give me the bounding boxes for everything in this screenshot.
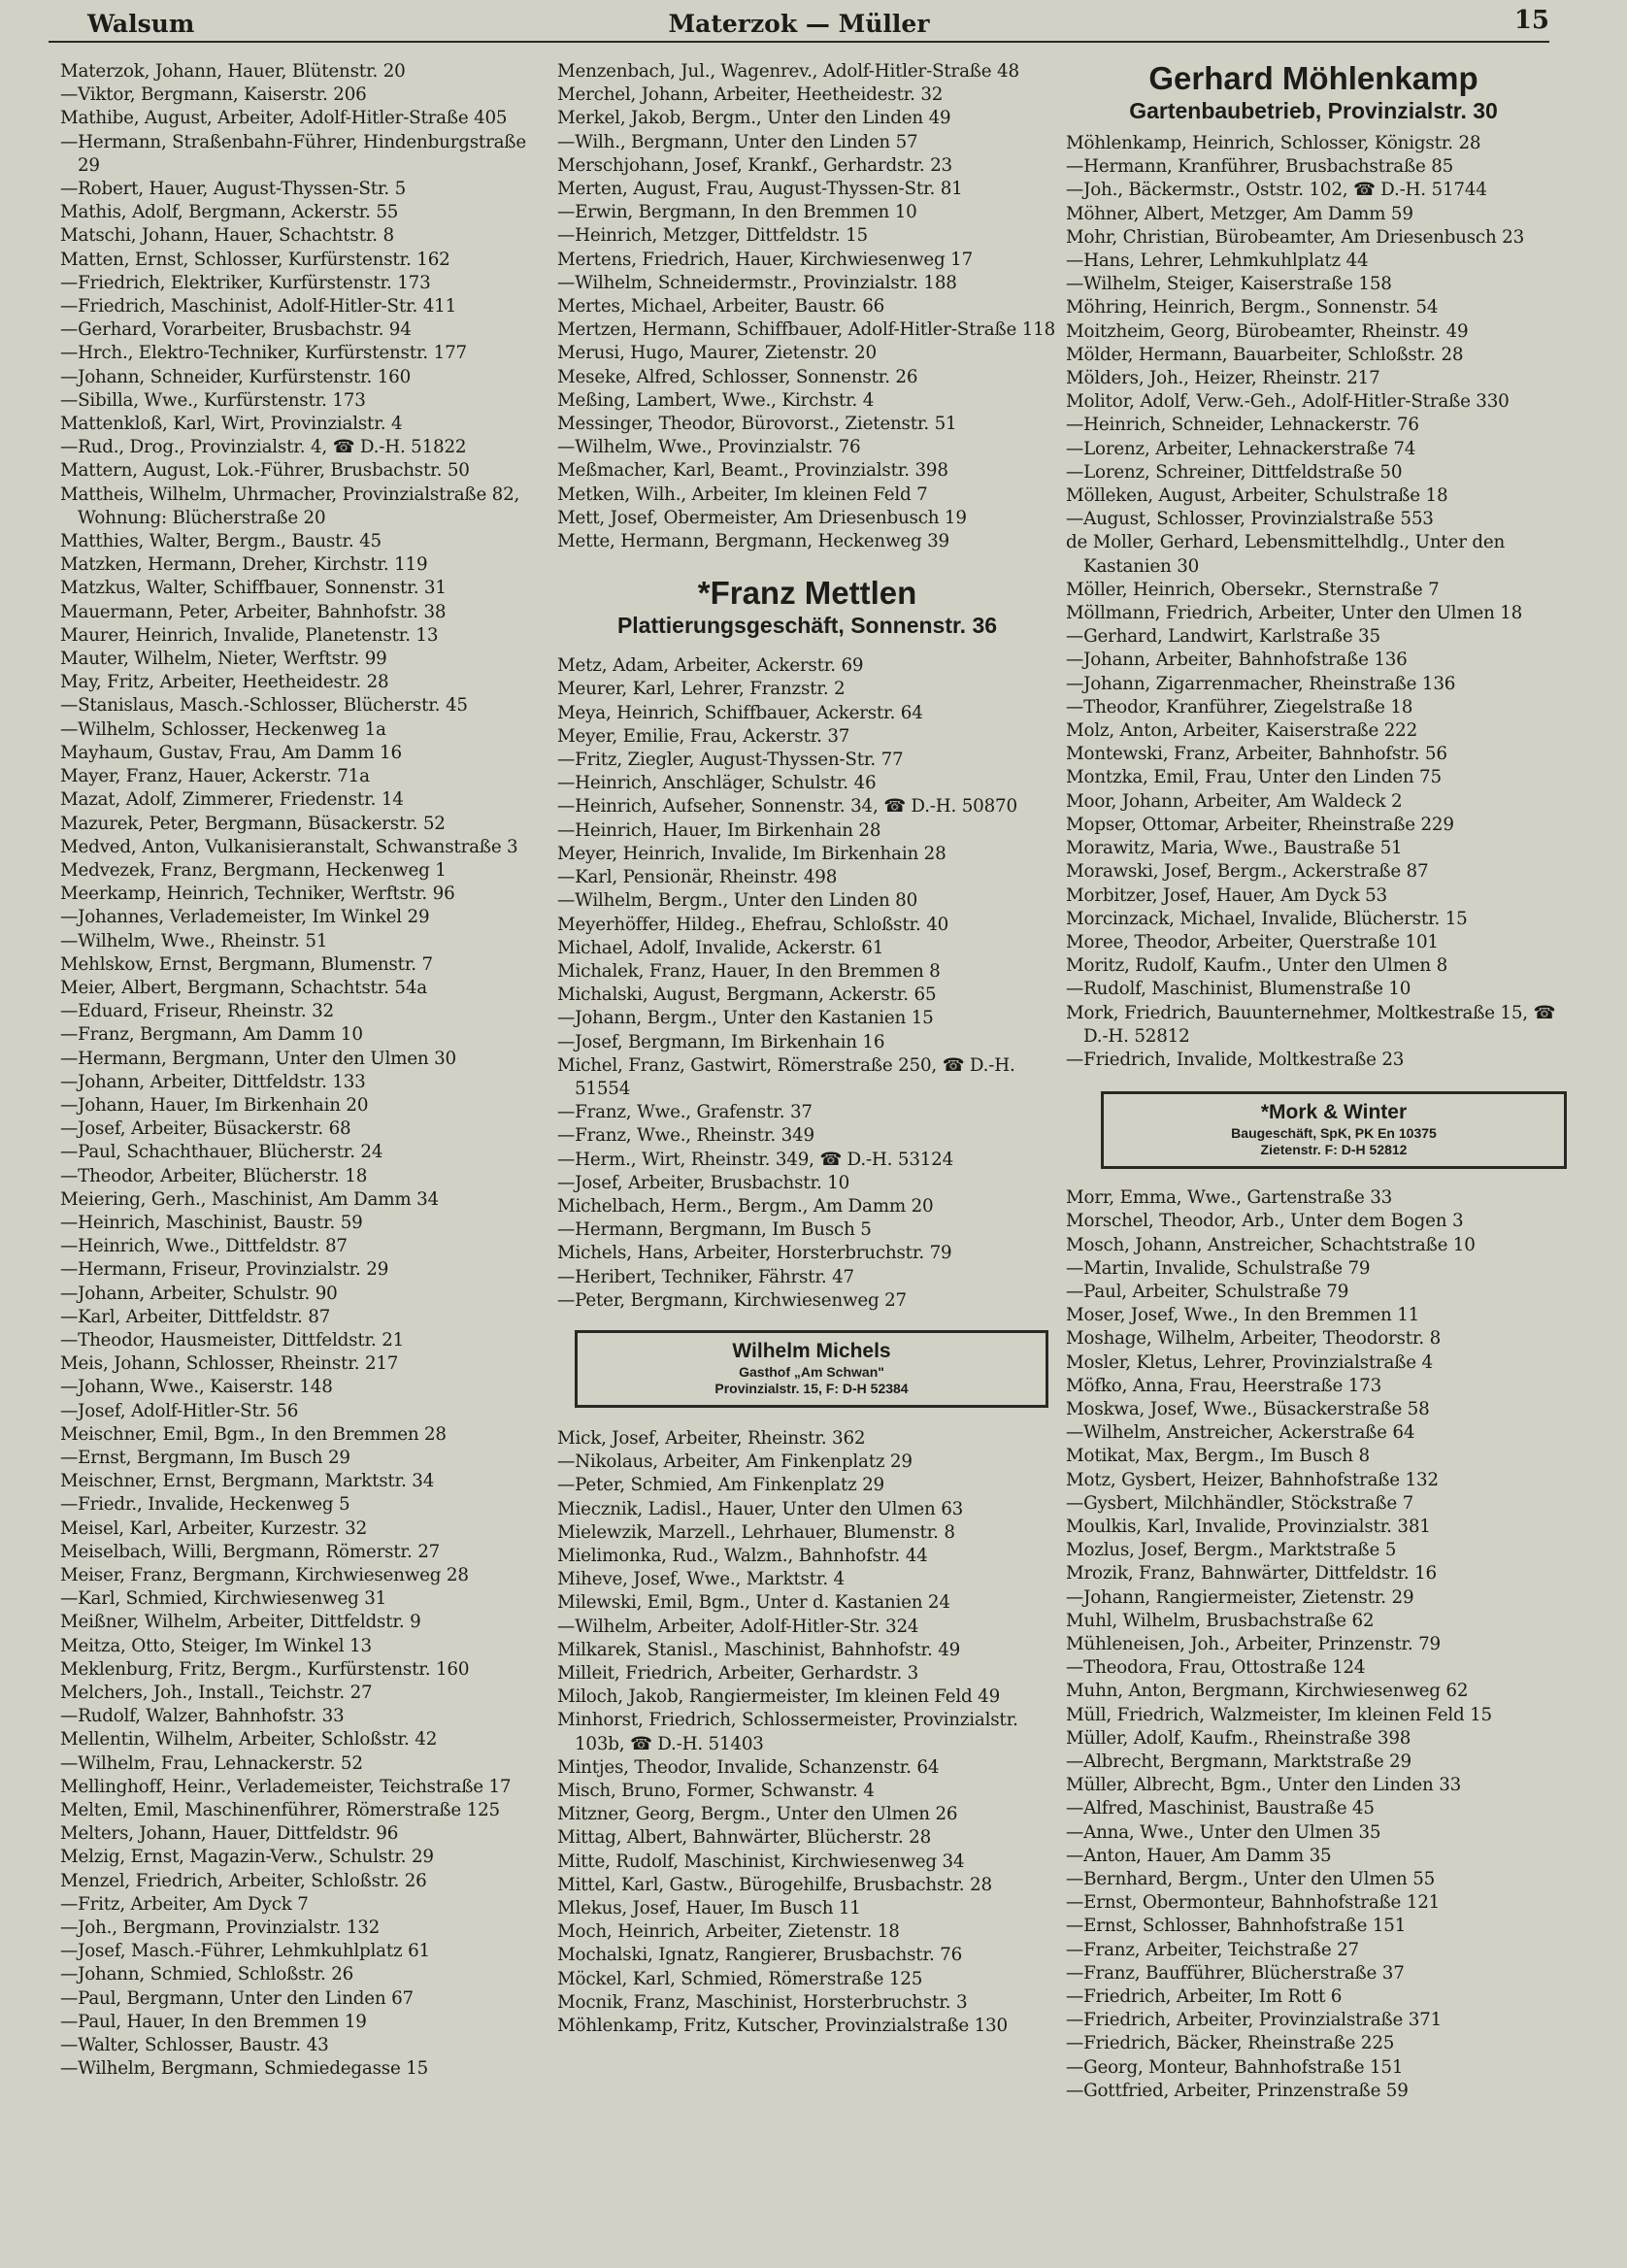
directory-entry: —Franz, Wwe., Rheinstr. 349: [557, 1125, 814, 1147]
directory-entry: —Heinrich, Maschinist, Baustr. 59: [60, 1212, 363, 1233]
directory-entry: —Rudolf, Maschinist, Blumenstraße 10: [1066, 979, 1411, 1000]
advert-line: Gartenbaubetrieb, Provinzialstr. 30: [1129, 98, 1498, 123]
directory-entry: —Hans, Lehrer, Lehmkuhlplatz 44: [1066, 250, 1369, 272]
directory-entry: Mölders, Joh., Heizer, Rheinstr. 217: [1066, 368, 1380, 389]
directory-entry: Metken, Wilh., Arbeiter, Im kleinen Feld 7: [557, 484, 928, 505]
directory-entry: Michalski, August, Bergmann, Ackerstr. 65: [557, 984, 937, 1006]
column-1: [60, 60, 549, 2081]
directory-entry: Mühleneisen, Joh., Arbeiter, Prinzenstr. 79: [1066, 1633, 1441, 1654]
directory-entry: Michel, Franz, Gastwirt, Römerstraße 250, ☎ D.-H. 51554: [557, 1054, 1015, 1099]
directory-entry: Mittag, Albert, Bahnwärter, Blücherstr. 28: [557, 1827, 932, 1849]
directory-entry: —Robert, Hauer, August-Thyssen-Str. 5: [60, 179, 407, 200]
directory-entry: —Sibilla, Wwe., Kurfürstenstr. 173: [60, 389, 366, 411]
directory-entry: Morawitz, Maria, Wwe., Baustraße 51: [1066, 838, 1403, 859]
directory-entry: —Johann, Arbeiter, Schulstr. 90: [60, 1283, 338, 1304]
directory-entry: Mocnik, Franz, Maschinist, Horsterbruchstr. 3: [557, 1991, 968, 2013]
directory-entry: —Gottfried, Arbeiter, Prinzenstraße 59: [1066, 2080, 1409, 2101]
directory-entry: —Theodor, Arbeiter, Blücherstr. 18: [60, 1165, 368, 1186]
directory-entry: —Johann, Arbeiter, Bahnhofstraße 136: [1066, 650, 1408, 671]
directory-entry: Merten, August, Frau, August-Thyssen-Str. 81: [557, 179, 963, 200]
directory-entry: —Gerhard, Landwirt, Karlstraße 35: [1066, 626, 1380, 648]
directory-entry: Mellinghoff, Heinr., Verlademeister, Teichstraße 17: [60, 1776, 512, 1797]
directory-entry: —Alfred, Maschinist, Baustraße 45: [1066, 1798, 1375, 1819]
directory-entry: Meyer, Heinrich, Invalide, Im Birkenhain 28: [557, 843, 946, 864]
directory-entry: Mazat, Adolf, Zimmerer, Friedenstr. 14: [60, 789, 404, 811]
directory-entry: Milleit, Friedrich, Arbeiter, Gerhardstr. 3: [557, 1662, 919, 1684]
directory-entry: Meischner, Emil, Bgm., In den Bremmen 28: [60, 1423, 447, 1445]
entry-list: [557, 654, 1057, 1313]
directory-entry: —Ernst, Schlosser, Bahnhofstraße 151: [1066, 1916, 1407, 1937]
directory-entry: —Josef, Arbeiter, Büsackerstr. 68: [60, 1118, 351, 1140]
directory-entry: Merschjohann, Josef, Krankf., Gerhardstr. 23: [557, 154, 952, 176]
directory-entry: Montewski, Franz, Arbeiter, Bahnhofstr. 56: [1066, 744, 1447, 765]
directory-entry: Mathibe, August, Arbeiter, Adolf-Hitler-Straße 405: [60, 108, 508, 129]
directory-entry: —Hrch., Elektro-Techniker, Kurfürstenstr. 177: [60, 343, 467, 364]
directory-entry: —Heribert, Techniker, Fährstr. 47: [557, 1266, 854, 1287]
directory-entry: —Wilhelm, Schneidermstr., Provinzialstr. 188: [557, 272, 957, 293]
page-header: [49, 6, 1549, 43]
directory-entry: Motikat, Max, Bergm., Im Busch 8: [1066, 1446, 1370, 1467]
directory-entry: —Franz, Wwe., Grafenstr. 37: [557, 1102, 813, 1123]
directory-entry: —Paul, Hauer, In den Bremmen 19: [60, 2011, 367, 2032]
directory-entry: Merchel, Johann, Arbeiter, Heetheidestr. 32: [557, 84, 944, 106]
advert-line: Zietenstr. F: D-H 52812: [1260, 1142, 1408, 1158]
directory-entry: Meyer, Emilie, Frau, Ackerstr. 37: [557, 725, 850, 747]
advert-name: *Franz Mettlen: [697, 575, 917, 612]
directory-entry: Meya, Heinrich, Schiffbauer, Ackerstr. 64: [557, 702, 923, 723]
directory-entry: —Ernst, Bergmann, Im Busch 29: [60, 1447, 350, 1468]
directory-entry: —Karl, Arbeiter, Dittfeldstr. 87: [60, 1306, 331, 1327]
directory-entry: Mattenkloß, Karl, Wirt, Provinzialstr. 4: [60, 414, 403, 435]
directory-entry: Merkel, Jakob, Bergm., Unter den Linden 49: [557, 108, 951, 129]
directory-entry: Mayhaum, Gustav, Frau, Am Damm 16: [60, 742, 402, 763]
advert-franz-mettlen: [557, 575, 1057, 639]
directory-entry: Moree, Theodor, Arbeiter, Querstraße 101: [1066, 931, 1439, 952]
directory-entry: —Hermann, Friseur, Provinzialstr. 29: [60, 1259, 389, 1281]
directory-entry: —Wilhelm, Bergmann, Schmiedegasse 15: [60, 2058, 429, 2080]
directory-entry: Müll, Friedrich, Walzmeister, Im kleinen Feld 15: [1066, 1704, 1492, 1725]
advert-name: Gerhard Möhlenkamp: [1148, 60, 1478, 96]
directory-entry: Mölder, Hermann, Bauarbeiter, Schloßstr. 28: [1066, 344, 1464, 365]
directory-entry: —Theodora, Frau, Ottostraße 124: [1066, 1657, 1366, 1679]
directory-entry: —Wilhelm, Wwe., Provinzialstr. 76: [557, 437, 861, 458]
directory-entry: —Johann, Schneider, Kurfürstenstr. 160: [60, 366, 412, 387]
directory-entry: —Paul, Arbeiter, Schulstraße 79: [1066, 1281, 1349, 1302]
directory-entry: Müller, Adolf, Kaufm., Rheinstraße 398: [1066, 1727, 1411, 1749]
directory-entry: Mielimonka, Rud., Walzm., Bahnhofstr. 44: [557, 1545, 928, 1566]
directory-entry: Miheve, Josef, Wwe., Marktstr. 4: [557, 1569, 845, 1590]
directory-entry: Möllmann, Friedrich, Arbeiter, Unter den Ulmen 18: [1066, 603, 1523, 624]
entry-list: [1066, 132, 1561, 1072]
directory-entry: Meßmacher, Karl, Beamt., Provinzialstr. 398: [557, 460, 948, 482]
directory-entry: Michels, Hans, Arbeiter, Horsterbruchstr. 79: [557, 1243, 952, 1264]
directory-entry: —Wilhelm, Arbeiter, Adolf-Hitler-Str. 324: [557, 1616, 919, 1637]
directory-entry: Mertes, Michael, Arbeiter, Baustr. 66: [557, 296, 885, 317]
directory-entry: Meiering, Gerh., Maschinist, Am Damm 34: [60, 1188, 439, 1210]
directory-entry: Meklenburg, Fritz, Bergm., Kurfürstenstr. 160: [60, 1658, 470, 1680]
directory-entry: Metz, Adam, Arbeiter, Ackerstr. 69: [557, 655, 864, 677]
directory-entry: Muhl, Wilhelm, Brusbachstraße 62: [1066, 1610, 1375, 1631]
directory-entry: —Joh., Bergmann, Provinzialstr. 132: [60, 1918, 381, 1939]
directory-entry: Montzka, Emil, Frau, Unter den Linden 75: [1066, 767, 1442, 788]
advert-name: *Mork & Winter: [1260, 1101, 1408, 1124]
directory-entry: Menzenbach, Jul., Wagenrev., Adolf-Hitler-Straße 48: [557, 61, 1019, 82]
directory-entry: Morawski, Josef, Bergm., Ackerstraße 87: [1066, 861, 1429, 883]
directory-entry: —Johann, Rangiermeister, Zietenstr. 29: [1066, 1586, 1414, 1608]
directory-entry: —Wilhelm, Schlosser, Heckenweg 1a: [60, 718, 386, 740]
directory-entry: Mathis, Adolf, Bergmann, Ackerstr. 55: [60, 202, 399, 223]
directory-entry: Möhring, Heinrich, Bergm., Sonnenstr. 54: [1066, 297, 1439, 318]
directory-entry: Mellentin, Wilhelm, Arbeiter, Schloßstr. 42: [60, 1729, 438, 1751]
directory-entry: —Hermann, Bergmann, Im Busch 5: [557, 1219, 872, 1241]
directory-entry: Meiser, Franz, Bergmann, Kirchwiesenweg 28: [60, 1565, 469, 1585]
directory-entry: Moser, Josef, Wwe., In den Bremmen 11: [1066, 1305, 1420, 1326]
directory-entry: —Viktor, Bergmann, Kaiserstr. 206: [60, 84, 367, 106]
directory-entry: —Anna, Wwe., Unter den Ulmen 35: [1066, 1821, 1381, 1843]
directory-entry: Mette, Hermann, Bergmann, Heckenweg 39: [557, 531, 949, 552]
directory-entry: Melten, Emil, Maschinenführer, Römerstraße 125: [60, 1800, 500, 1821]
advert-gerhard-moehlenkamp: [1066, 60, 1561, 124]
directory-entry: Mozlus, Josef, Bergm., Marktstraße 5: [1066, 1540, 1397, 1561]
directory-entry: Messinger, Theodor, Bürovorst., Zietenstr. 51: [557, 414, 957, 435]
directory-entry: Mertzen, Hermann, Schiffbauer, Adolf-Hitler-Straße 118: [557, 319, 1056, 341]
entry-list: [60, 60, 549, 2081]
directory-entry: Meiselbach, Willi, Bergmann, Römerstr. 27: [60, 1541, 441, 1562]
directory-entry: Mazurek, Peter, Bergmann, Büsackerstr. 52: [60, 813, 446, 834]
directory-entry: Medved, Anton, Vulkanisieranstalt, Schwanstraße 3: [60, 836, 518, 857]
directory-entry: —Bernhard, Bergm., Unter den Ulmen 55: [1066, 1869, 1436, 1890]
directory-entry: —Johann, Arbeiter, Dittfeldstr. 133: [60, 1071, 366, 1092]
directory-entry: Matzkus, Walter, Schiffbauer, Sonnenstr. 31: [60, 578, 447, 599]
directory-entry: Möckel, Karl, Schmied, Römerstraße 125: [557, 1968, 923, 1989]
directory-entry: —Georg, Monteur, Bahnhofstraße 151: [1066, 2056, 1404, 2078]
directory-entry: Moch, Heinrich, Arbeiter, Zietenstr. 18: [557, 1921, 900, 1943]
directory-entry: —Friedrich, Elektriker, Kurfürstenstr. 173: [60, 272, 431, 293]
directory-entry: Moshage, Wilhelm, Arbeiter, Theodorstr. 8: [1066, 1328, 1442, 1350]
directory-entry: Mattern, August, Lok.-Führer, Brusbachstr. 50: [60, 460, 470, 482]
directory-entry: —Paul, Bergmann, Unter den Linden 67: [60, 1987, 414, 2009]
directory-entry: —Stanislaus, Masch.-Schlosser, Blücherstr. 45: [60, 695, 468, 717]
directory-entry: Mopser, Ottomar, Arbeiter, Rheinstraße 229: [1066, 814, 1454, 835]
directory-entry: May, Fritz, Arbeiter, Heetheidestr. 28: [60, 672, 389, 693]
advert-line: Plattierungsgeschäft, Sonnenstr. 36: [616, 613, 998, 639]
directory-entry: —Hermann, Kranführer, Brusbachstraße 85: [1066, 156, 1454, 178]
directory-entry: Materzok, Johann, Hauer, Blütenstr. 20: [60, 61, 406, 82]
directory-entry: —Gysbert, Milchhändler, Stöckstraße 7: [1066, 1492, 1414, 1514]
directory-entry: —Wilhelm, Anstreicher, Ackerstraße 64: [1066, 1422, 1415, 1444]
directory-entry: Mielewzik, Marzell., Lehrhauer, Blumenstr. 8: [557, 1521, 955, 1543]
entry-list: [557, 60, 1057, 553]
directory-entry: —Ernst, Obermonteur, Bahnhofstraße 121: [1066, 1892, 1441, 1914]
directory-entry: —Rudolf, Walzer, Bahnhofstr. 33: [60, 1706, 345, 1727]
directory-entry: Mitzner, Georg, Bergm., Unter den Ulmen 26: [557, 1804, 958, 1825]
directory-entry: —Johann, Zigarrenmacher, Rheinstraße 136: [1066, 673, 1456, 694]
directory-entry: —Johann, Hauer, Im Birkenhain 20: [60, 1094, 369, 1116]
directory-entry: Miloch, Jakob, Rangiermeister, Im kleinen Feld 49: [557, 1686, 1001, 1708]
directory-entry: Mohr, Christian, Bürobeamter, Am Driesenbusch 23: [1066, 226, 1525, 248]
directory-entry: Milkarek, Stanisl., Maschinist, Bahnhofstr. 49: [557, 1639, 961, 1660]
directory-entry: Menzel, Friedrich, Arbeiter, Schloßstr. 26: [60, 1870, 427, 1891]
directory-entry: —Hermann, Straßenbahn-Führer, Hindenburgstraße 29: [60, 131, 526, 176]
directory-entry: Meseke, Alfred, Schlosser, Sonnenstr. 26: [557, 366, 918, 387]
directory-entry: Melchers, Joh., Install., Teichstr. 27: [60, 1683, 373, 1704]
directory-entry: —Paul, Schachthauer, Blücherstr. 24: [60, 1142, 383, 1163]
directory-entry: Mauter, Wilhelm, Nieter, Werftstr. 99: [60, 649, 387, 670]
directory-entry: —Heinrich, Anschläger, Schulstr. 46: [557, 773, 877, 794]
directory-entry: —Heinrich, Metzger, Dittfeldstr. 15: [557, 225, 868, 247]
directory-entry: Molz, Anton, Arbeiter, Kaiserstraße 222: [1066, 720, 1418, 742]
directory-entry: Mölleken, August, Arbeiter, Schulstraße 18: [1066, 485, 1448, 507]
directory-entry: Merusi, Hugo, Maurer, Zietenstr. 20: [557, 343, 877, 364]
directory-entry: —Heinrich, Aufseher, Sonnenstr. 34, ☎ D.-H. 50870: [557, 796, 1017, 817]
directory-entry: —Johann, Wwe., Kaiserstr. 148: [60, 1377, 333, 1398]
directory-entry: Morschel, Theodor, Arb., Unter dem Bogen 3: [1066, 1211, 1464, 1232]
directory-entry: —Heinrich, Schneider, Lehnackerstr. 76: [1066, 415, 1419, 436]
directory-entry: —Heinrich, Hauer, Im Birkenhain 28: [557, 819, 881, 841]
column-3: [1066, 60, 1561, 2103]
directory-entry: —Gerhard, Vorarbeiter, Brusbachstr. 94: [60, 319, 412, 341]
advert-line: Provinzialstr. 15, F: D-H 52384: [714, 1380, 909, 1396]
directory-entry: Mattheis, Wilhelm, Uhrmacher, Provinzialstraße 82, Wohnung: Blücherstraße 20: [60, 484, 520, 528]
directory-entry: —Albrecht, Bergmann, Marktstraße 29: [1066, 1751, 1411, 1772]
directory-entry: —Hermann, Bergmann, Unter den Ulmen 30: [60, 1048, 456, 1069]
directory-entry: —Martin, Invalide, Schulstraße 79: [1066, 1257, 1371, 1279]
directory-entry: Misch, Bruno, Former, Schwanstr. 4: [557, 1781, 875, 1801]
directory-entry: Minhorst, Friedrich, Schlossermeister, Provinzialstr. 103b, ☎ D.-H. 51403: [557, 1710, 1018, 1754]
directory-entry: Melters, Johann, Hauer, Dittfeldstr. 96: [60, 1823, 399, 1845]
directory-entry: —Karl, Pensionär, Rheinstr. 498: [557, 867, 838, 888]
directory-entry: —Nikolaus, Arbeiter, Am Finkenplatz 29: [557, 1451, 913, 1473]
directory-entry: —Fritz, Arbeiter, Am Dyck 7: [60, 1893, 309, 1915]
directory-entry: Mehlskow, Ernst, Bergmann, Blumenstr. 7: [60, 953, 433, 975]
advert-line: Gasthof „Am Schwan": [739, 1363, 884, 1380]
directory-entry: Mosler, Kletus, Lehrer, Provinzialstraße 4: [1066, 1351, 1433, 1373]
directory-entry: —Rud., Drog., Provinzialstr. 4, ☎ D.-H. 51822: [60, 437, 467, 458]
directory-entry: Möhner, Albert, Metzger, Am Damm 59: [1066, 203, 1413, 224]
advert-name: Wilhelm Michels: [732, 1339, 891, 1362]
directory-entry: Mayer, Franz, Hauer, Ackerstr. 71a: [60, 766, 370, 787]
directory-entry: —Eduard, Friseur, Rheinstr. 32: [60, 1001, 334, 1022]
directory-entry: Moritz, Rudolf, Kaufm., Unter den Ulmen 8: [1066, 955, 1448, 977]
directory-entry: —Wilhelm, Bergm., Unter den Linden 80: [557, 890, 918, 912]
directory-entry: —Friedrich, Arbeiter, Im Rott 6: [1066, 1986, 1343, 2008]
directory-entry: —Franz, Arbeiter, Teichstraße 27: [1066, 1939, 1359, 1960]
directory-entry: —Wilhelm, Steiger, Kaiserstraße 158: [1066, 274, 1392, 295]
directory-entry: —Wilhelm, Frau, Lehnackerstr. 52: [60, 1752, 363, 1774]
directory-entry: Miecznik, Ladisl., Hauer, Unter den Ulmen 63: [557, 1498, 964, 1519]
directory-entry: —Theodor, Hausmeister, Dittfeldstr. 21: [60, 1329, 405, 1351]
directory-entry: Morr, Emma, Wwe., Gartenstraße 33: [1066, 1187, 1393, 1209]
directory-entry: Möhlenkamp, Fritz, Kutscher, Provinzialstraße 130: [557, 2016, 1008, 2037]
directory-entry: —Johannes, Verlademeister, Im Winkel 29: [60, 907, 430, 928]
directory-entry: —Joh., Bäckermstr., Oststr. 102, ☎ D.-H. 51744: [1066, 180, 1487, 201]
directory-entry: —Friedrich, Invalide, Moltkestraße 23: [1066, 1049, 1405, 1070]
directory-entry: Moskwa, Josef, Wwe., Büsackerstraße 58: [1066, 1398, 1430, 1419]
directory-entry: Mosch, Johann, Anstreicher, Schachtstraße 10: [1066, 1234, 1476, 1255]
directory-entry: —Anton, Hauer, Am Damm 35: [1066, 1845, 1332, 1866]
directory-entry: Motz, Gysbert, Heizer, Bahnhofstraße 132: [1066, 1469, 1439, 1490]
directory-entry: —Walter, Schlosser, Baustr. 43: [60, 2035, 329, 2056]
directory-entry: —Fritz, Ziegler, August-Thyssen-Str. 77: [557, 750, 904, 771]
column-2: [557, 60, 1057, 2038]
directory-entry: Mochalski, Ignatz, Rangierer, Brusbachstr. 76: [557, 1945, 963, 1966]
directory-entry: Meisel, Karl, Arbeiter, Kurzestr. 32: [60, 1518, 368, 1539]
directory-entry: Mintjes, Theodor, Invalide, Schanzenstr. 64: [557, 1756, 940, 1778]
directory-entry: Meier, Albert, Bergmann, Schachtstr. 54a: [60, 977, 427, 998]
directory-entry: —Franz, Bergmann, Am Damm 10: [60, 1024, 363, 1046]
directory-entry: de Moller, Gerhard, Lebensmittelhdlg., Unter den Kastanien 30: [1066, 532, 1506, 577]
directory-entry: —Lorenz, Schreiner, Dittfeldstraße 50: [1066, 461, 1403, 483]
directory-entry: Morbitzer, Josef, Hauer, Am Dyck 53: [1066, 884, 1387, 906]
directory-entry: Mett, Josef, Obermeister, Am Driesenbusch 19: [557, 507, 967, 528]
directory-entry: Morcinzack, Michael, Invalide, Blücherstr. 15: [1066, 908, 1468, 929]
directory-entry: —Herm., Wirt, Rheinstr. 349, ☎ D.-H. 53124: [557, 1149, 954, 1170]
advert-wilhelm-michels: [575, 1330, 1048, 1408]
directory-entry: Medvezek, Franz, Bergmann, Heckenweg 1: [60, 859, 447, 881]
directory-entry: —August, Schlosser, Provinzialstraße 553: [1066, 509, 1434, 530]
directory-entry: Mick, Josef, Arbeiter, Rheinstr. 362: [557, 1427, 866, 1449]
directory-entry: —Friedr., Invalide, Heckenweg 5: [60, 1494, 350, 1516]
directory-entry: Möfko, Anna, Frau, Heerstraße 173: [1066, 1375, 1382, 1396]
entry-list: [1066, 1186, 1561, 2103]
directory-entry: Matten, Ernst, Schlosser, Kurfürstenstr. 162: [60, 249, 450, 270]
directory-entry: —Johann, Schmied, Schloßstr. 26: [60, 1964, 354, 1985]
directory-entry: —Friedrich, Maschinist, Adolf-Hitler-Str. 411: [60, 296, 457, 317]
directory-entry: Mork, Friedrich, Bauunternehmer, Moltkestraße 15, ☎ D.-H. 52812: [1066, 1002, 1556, 1047]
directory-entry: Meißner, Wilhelm, Arbeiter, Dittfeldstr. 9: [60, 1612, 421, 1633]
directory-entry: Meitza, Otto, Steiger, Im Winkel 13: [60, 1635, 372, 1656]
advert-mork-winter: [1101, 1091, 1567, 1169]
directory-entry: Moor, Johann, Arbeiter, Am Waldeck 2: [1066, 790, 1403, 812]
directory-entry: Matzken, Hermann, Dreher, Kirchstr. 119: [60, 554, 428, 576]
directory-entry: —Lorenz, Arbeiter, Lehnackerstraße 74: [1066, 438, 1416, 459]
directory-entry: Michael, Adolf, Invalide, Ackerstr. 61: [557, 937, 884, 958]
directory-entry: Melzig, Ernst, Magazin-Verw., Schulstr. 29: [60, 1847, 434, 1868]
directory-entry: Meischner, Ernst, Bergmann, Marktstr. 34: [60, 1471, 435, 1492]
directory-entry: Meis, Johann, Schlosser, Rheinstr. 217: [60, 1353, 399, 1375]
directory-entry: Matschi, Johann, Hauer, Schachtstr. 8: [60, 225, 394, 247]
directory-entry: Möhlenkamp, Heinrich, Schlosser, Königstr. 28: [1066, 133, 1481, 153]
directory-entry: Meyerhöffer, Hildeg., Ehefrau, Schloßstr. 40: [557, 914, 949, 935]
directory-entry: —Theodor, Kranführer, Ziegelstraße 18: [1066, 696, 1413, 717]
directory-entry: —Friedrich, Bäcker, Rheinstraße 225: [1066, 2033, 1395, 2054]
directory-entry: —Wilhelm, Wwe., Rheinstr. 51: [60, 930, 328, 951]
directory-entry: —Karl, Schmied, Kirchwiesenweg 31: [60, 1588, 387, 1610]
directory-entry: Mauermann, Peter, Arbeiter, Bahnhofstr. 38: [60, 601, 447, 622]
entry-list: [557, 1427, 1057, 2038]
directory-entry: Molitor, Adolf, Verw.-Geh., Adolf-Hitler-Straße 330: [1066, 391, 1510, 413]
directory-entry: Meerkamp, Heinrich, Techniker, Werftstr. 96: [60, 884, 455, 905]
directory-entry: Moulkis, Karl, Invalide, Provinzialstr. 381: [1066, 1516, 1431, 1537]
directory-entry: —Friedrich, Arbeiter, Provinzialstraße 371: [1066, 2010, 1443, 2031]
header-town: Walsum: [87, 10, 195, 38]
directory-entry: —Josef, Masch.-Führer, Lehmkuhlplatz 61: [60, 1941, 430, 1962]
directory-entry: —Josef, Arbeiter, Brusbachstr. 10: [557, 1172, 850, 1193]
directory-entry: Mittel, Karl, Gastw., Bürogehilfe, Brusbachstr. 28: [557, 1874, 992, 1895]
directory-entry: Meurer, Karl, Lehrer, Franzstr. 2: [557, 679, 846, 700]
directory-entry: Moitzheim, Georg, Bürobeamter, Rheinstr. 49: [1066, 320, 1469, 342]
directory-entry: Mitte, Rudolf, Maschinist, Kirchwiesenweg 34: [557, 1851, 965, 1872]
directory-entry: —Wilh., Bergmann, Unter den Linden 57: [557, 131, 918, 152]
directory-entry: Meßing, Lambert, Wwe., Kirchstr. 4: [557, 389, 875, 411]
directory-entry: Matthies, Walter, Bergm., Baustr. 45: [60, 531, 382, 552]
directory-entry: Mrozik, Franz, Bahnwärter, Dittfeldstr. 16: [1066, 1563, 1437, 1584]
directory-entry: Muhn, Anton, Bergmann, Kirchwiesenweg 62: [1066, 1681, 1469, 1702]
directory-entry: —Josef, Adolf-Hitler-Str. 56: [60, 1400, 299, 1421]
directory-entry: —Johann, Bergm., Unter den Kastanien 15: [557, 1008, 934, 1029]
directory-entry: —Peter, Schmied, Am Finkenplatz 29: [557, 1475, 884, 1496]
directory-entry: Michalek, Franz, Hauer, In den Bremmen 8: [557, 960, 941, 982]
directory-entry: Milewski, Emil, Bgm., Unter d. Kastanien 24: [557, 1592, 950, 1614]
header-range: Materzok — Müller: [668, 10, 930, 38]
directory-entry: —Peter, Bergmann, Kirchwiesenweg 27: [557, 1289, 907, 1311]
directory-entry: Müller, Albrecht, Bgm., Unter den Linden 33: [1066, 1775, 1462, 1796]
directory-entry: Mertens, Friedrich, Hauer, Kirchwiesenweg 17: [557, 249, 974, 270]
directory-entry: Michelbach, Herm., Bergm., Am Damm 20: [557, 1195, 934, 1217]
directory-entry: Mlekus, Josef, Hauer, Im Busch 11: [557, 1898, 861, 1919]
directory-entry: —Franz, Baufführer, Blücherstraße 37: [1066, 1962, 1405, 1984]
page-number: 15: [1513, 6, 1549, 35]
directory-entry: —Erwin, Bergmann, In den Bremmen 10: [557, 202, 917, 223]
directory-entry: Maurer, Heinrich, Invalide, Planetenstr. 13: [60, 624, 439, 646]
advert-line: Baugeschäft, SpK, PK En 10375: [1231, 1125, 1437, 1142]
directory-entry: —Josef, Bergmann, Im Birkenhain 16: [557, 1031, 885, 1052]
directory-entry: —Heinrich, Wwe., Dittfeldstr. 87: [60, 1236, 348, 1257]
directory-entry: Möller, Heinrich, Obersekr., Sternstraße 7: [1066, 579, 1440, 600]
